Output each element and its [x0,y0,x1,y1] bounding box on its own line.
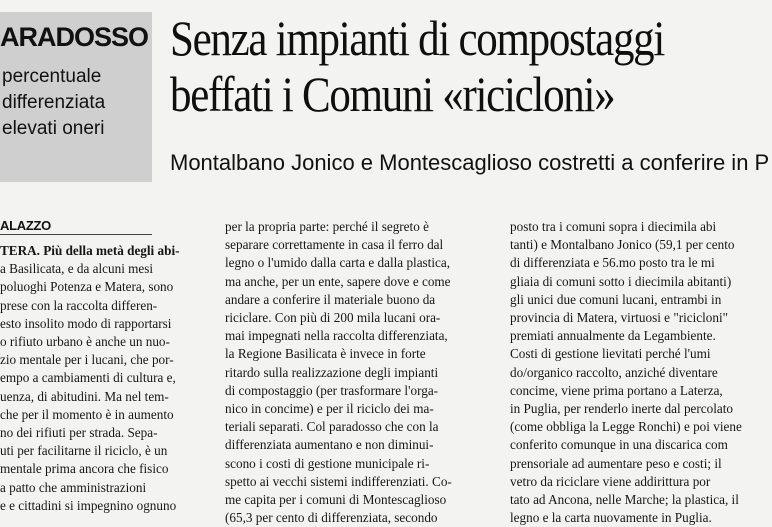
text-line: legno e la carta nuovamente in Puglia. [510,510,712,526]
text-line: (come obbliga la Legge Ronchi) e poi viene [510,419,742,435]
text-line: in Puglia, per renderlo inerte dal percolato [510,401,734,417]
subheadline: Montalbano Jonico e Montescaglioso costretti a conferire in P [170,150,770,175]
headline-line-2: beffati i Comuni «ricicloni» [170,66,615,122]
text-line: Costi di gestione lievitati perché l'umi [510,346,711,362]
kicker-title: ARADOSSO [0,22,149,52]
text-line: andare a conferire il materiale buono da [225,291,436,307]
text-line: tato ad Ancona, nelle Marche; la plastica, il [510,492,739,508]
text-line: di differenziata e 56.mo posto tra le mi [510,255,715,271]
text-line: e e cittadini si impegnino ognuno [0,497,177,513]
text-line: uenza, di abitudini. Ma nel tem- [0,388,169,404]
text-line: legno o l'umido dalla carta e dalla plastica, [225,255,451,271]
text-line: a Basilicata, e da alcuni mesi [0,261,154,277]
text-line: a patto che amministrazioni [0,479,147,495]
text-line: che per il momento è in aumento [0,406,174,422]
text-line: ma anche, per un ente, sapere dove e come [225,273,451,289]
sidebar-summary [2,64,152,142]
byline: ALAZZO [0,218,51,233]
text-line: empo a cambiamenti di cultura e, [0,370,176,386]
text-line: no dei rifiuti per strada. Sepa- [0,425,158,441]
text-line: premiati annualmente da Legambiente. [510,328,716,344]
text-line: teriali separati. Col paradosso che con la [225,419,439,435]
text-line: riciclare. Con più di 200 mila lucani ora- [225,310,441,326]
headline-line-1: Senza impianti di compostaggi [170,10,665,66]
text-line: nico in concime) e per il riciclo dei ma- [225,401,434,417]
text-line: zio mentale per i lucani, che por- [0,352,174,368]
text-line: prese con la raccolta differen- [0,297,158,313]
sidebar-line: percentuale [2,66,102,87]
text-line: do/organico raccolto, anziché diventare [510,364,718,380]
byline-divider [0,234,152,235]
text-line: di compostaggio (per trasformare l'orga- [225,382,439,398]
text-line: gli unici due comuni lucani, entrambi in [510,291,722,307]
text-line: ritardo sulla realizzazione degli impianti [225,364,439,380]
text-line: concime, viene prima portano a Laterza, [510,382,723,398]
text-line: scono i costi di gestione municipale ri- [225,455,430,471]
text-line: (65,3 per cento di differenziata, secondo [225,510,438,526]
text-line: gliaia di comuni sotto i diecimila abitanti) [510,273,732,289]
text-line: posto tra i comuni sopra i diecimila abi [510,219,717,234]
article-column-1 [0,242,210,513]
text-line: prensoriale ad aumentare peso e costi; il [510,455,722,471]
article-column-2 [225,218,500,526]
text-line: tanti) e Montalbano Jonico (59,1 per cento [510,237,735,253]
text-line: vetro da riciclare viene addirittura por [510,473,711,489]
text-line: TERA. Più della metà degli abi- [0,243,180,258]
text-line: uti per facilitarne il riciclo, è un [0,443,168,459]
text-line: o rifiuto urbano è anche un nuo- [0,334,170,350]
text-line: mai impegnati nella raccolta differenziata, [225,328,448,344]
text-line: conferito comunque in una discarica com [510,437,728,453]
text-line: esto insolito modo di rapportarsi [0,315,172,331]
text-line: poluoghi Potenza e Matera, sono [0,279,174,295]
text-line: differenziata aumentano e non diminui- [225,437,434,453]
text-line: per la propria parte: perché il segreto è [225,219,429,234]
sidebar-line: elevati oneri [2,118,105,139]
text-line: mentale prima ancora che fisico [0,461,169,477]
text-line: me capita per i comuni di Montescaglioso [225,492,447,508]
sidebar-line: differenziata [2,92,106,113]
text-line: provincia di Matera, virtuosi e "ricicloni" [510,310,729,326]
text-line: separare correttamente in casa il ferro dal [225,237,444,253]
text-line: spetto ai vecchi sistemi indifferenziati. Co- [225,473,452,489]
headline [170,10,682,122]
article-column-3 [510,218,765,526]
text-line: la Regione Basilicata è invece in forte [225,346,426,362]
